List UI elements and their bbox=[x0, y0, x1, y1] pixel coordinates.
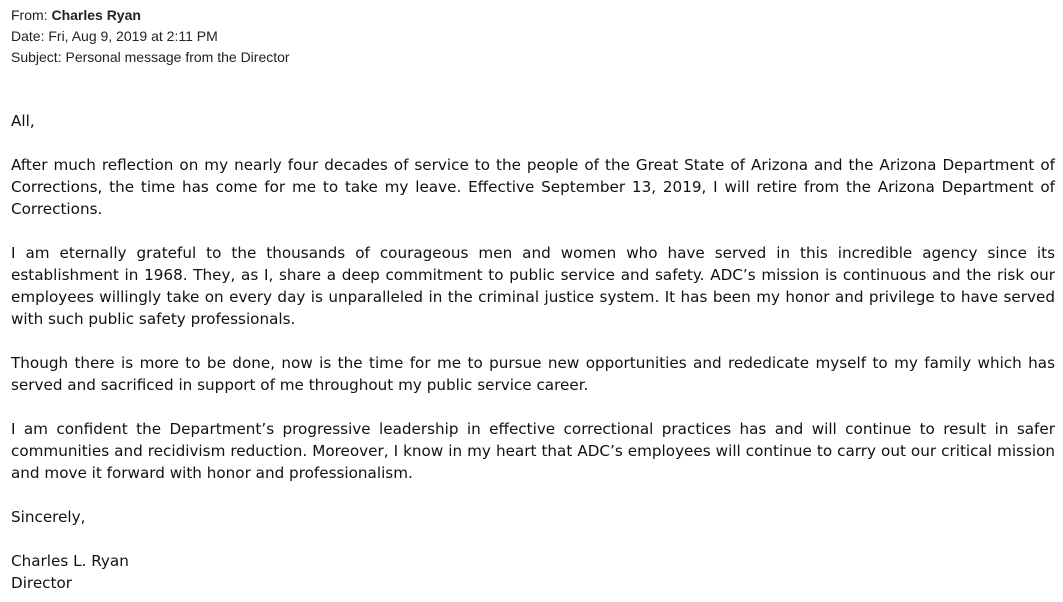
paragraph-family: Though there is more to be done, now is the time for me to pursue new opportunities and rededicate myself to my family which has served and sacrificed in support of me throughout my public service career. bbox=[11, 354, 1055, 394]
from-label: From: bbox=[11, 7, 48, 23]
signature-title: Director bbox=[11, 574, 73, 592]
subject-label: Subject: bbox=[11, 49, 62, 65]
paragraph-gratitude: I am eternally grateful to the thousands of courageous men and women who have served in this incredible agency since its establishment in 1968. They, as I, share a deep commitment to public service and safety. ADC’s mission is continuous and the risk our employees willingly take on every day is unparalleled in the criminal justice system. It has been my honor and privilege to have served with such public safety professionals. bbox=[11, 244, 1055, 328]
paragraph-retirement: After much reflection on my nearly four decades of service to the people of the Great State of Arizona and the Arizona Department of Corrections, the time has come for me to take my leave. Effective September 13, 2019, I will retire from the Arizona Department of Corrections. bbox=[11, 156, 1055, 218]
subject-value: Personal message from the Director bbox=[65, 49, 290, 65]
date-label: Date: bbox=[11, 28, 45, 44]
sender-name: Charles Ryan bbox=[51, 7, 141, 23]
from-line bbox=[11, 5, 290, 26]
paragraph-confidence: I am confident the Department’s progressive leadership in effective correctional practices has and will continue to result in safer communities and recidivism reduction. Moreover, I know in my heart that ADC’s employees will continue to carry out our critical mission and move it forward with honor and professionalism. bbox=[11, 420, 1055, 482]
greeting: All, bbox=[11, 112, 35, 130]
email-header bbox=[11, 5, 290, 68]
date-value: Fri, Aug 9, 2019 at 2:11 PM bbox=[48, 28, 218, 44]
subject-line bbox=[11, 47, 290, 68]
signature-name: Charles L. Ryan bbox=[11, 552, 129, 570]
closing: Sincerely, bbox=[11, 508, 86, 526]
email-body bbox=[11, 110, 1055, 594]
date-line bbox=[11, 26, 290, 47]
